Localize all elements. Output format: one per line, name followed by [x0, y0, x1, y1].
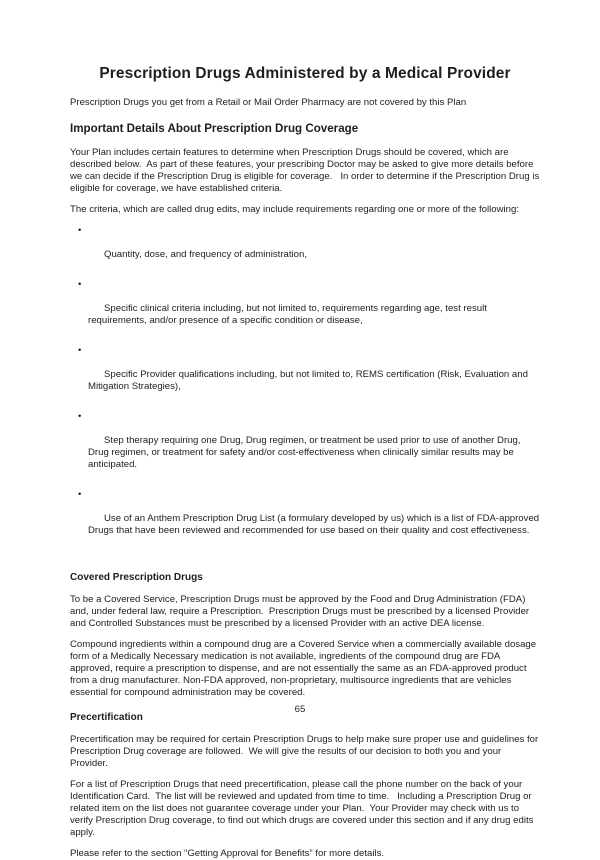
spacer: [70, 555, 540, 559]
list-item-provider-qualifications: [70, 345, 540, 405]
page-title: Prescription Drugs Administered by a Medical Provider: [99, 65, 511, 82]
paragraph-covered-service: To be a Covered Service, Prescription Drugs must be approved by the Food and Drug Administration (FDA) and, under federal law, require a Prescription. Prescription Drugs must be prescribed by a licensed Provider and Controlled Substances must be prescribed by a licensed Provider with an active DEA license.: [70, 594, 532, 629]
intro-note: Prescription Drugs you get from a Retail or Mail Order Pharmacy are not covered by this Plan: [70, 97, 467, 108]
paragraph-plan-features: Your Plan includes certain features to determine when Prescription Drugs should be covered, which are described below. As part of these features, your prescribing Doctor may be asked to give more details before we can decide if the Prescription Drug is eligible for coverage. In order to determine if the Prescription Drug is eligible for coverage, we have established criteria.: [70, 147, 542, 194]
bullet-icon: •: [78, 225, 82, 236]
bullet-icon: •: [78, 489, 82, 500]
drug-edits-list: [70, 225, 540, 549]
list-item-clinical-criteria: [70, 279, 540, 339]
section-heading: Important Details About Prescription Drug Coverage: [70, 122, 359, 135]
bullet-icon: •: [78, 411, 82, 422]
list-item-text: Specific clinical criteria including, but not limited to, requirements regarding age, test result requirements, and/or presence of a specific condition or disease,: [88, 303, 490, 326]
subsection-heading-covered-drugs: Covered Prescription Drugs: [70, 572, 203, 583]
bullet-icon: •: [78, 345, 82, 356]
paragraph-precertification-required: Precertification may be required for certain Prescription Drugs to help make sure proper use and guidelines for Prescription Drug coverage are followed. We will give the results of our decision to both you and your Provider.: [70, 734, 541, 769]
subsection-heading-precertification: Precertification: [70, 712, 143, 723]
bullet-icon: •: [78, 279, 82, 290]
list-item-text: Quantity, dose, and frequency of administration,: [104, 249, 308, 260]
paragraph-compound-ingredients: Compound ingredients within a compound drug are a Covered Service when a commercially available dosage form of a Medically Necessary medication is not available, ingredients of the compound drug are FDA approved, require a prescription to dispense, and are not essentially the same as an FDA-approved product from a drug manufacturer. Non-FDA approved, non-proprietary, multisource ingredients that are vehicles essential for compound administration may be covered.: [70, 639, 539, 698]
list-item-text: Step therapy requiring one Drug, Drug regimen, or treatment be used prior to use of another Drug, Drug regimen, or treatment for safety and/or cost-effectiveness when clinically similar results may be anticipated.: [88, 435, 524, 470]
paragraph-precertification-list: For a list of Prescription Drugs that need precertification, please call the phone number on the back of your Identification Card. The list will be reviewed and updated from time to time. Including a Prescription Drug or related item on the list does not guarantee coverage under your Plan. Your Provider may check with us to verify Prescription Drug coverage, to find out which drugs are covered under this section and if any drug edits apply.: [70, 779, 537, 838]
list-item-text: Specific Provider qualifications including, but not limited to, REMS certification (Risk, Evaluation and Mitigation Strategies),: [88, 369, 531, 392]
list-item-quantity: [70, 225, 540, 273]
paragraph-drug-edits-intro: The criteria, which are called drug edits, may include requirements regarding one or more of the following:: [70, 204, 519, 215]
page-number: 65: [294, 704, 306, 715]
list-item-text: Use of an Anthem Prescription Drug List (a formulary developed by us) which is a list of FDA-approved Drugs that have been reviewed and recommended for use based on their quality and cost effectiveness.: [88, 513, 542, 536]
list-item-formulary: [70, 489, 540, 549]
paragraph-getting-approval-reference: Please refer to the section “Getting Approval for Benefits” for more details.: [70, 848, 385, 859]
list-item-step-therapy: [70, 411, 540, 483]
